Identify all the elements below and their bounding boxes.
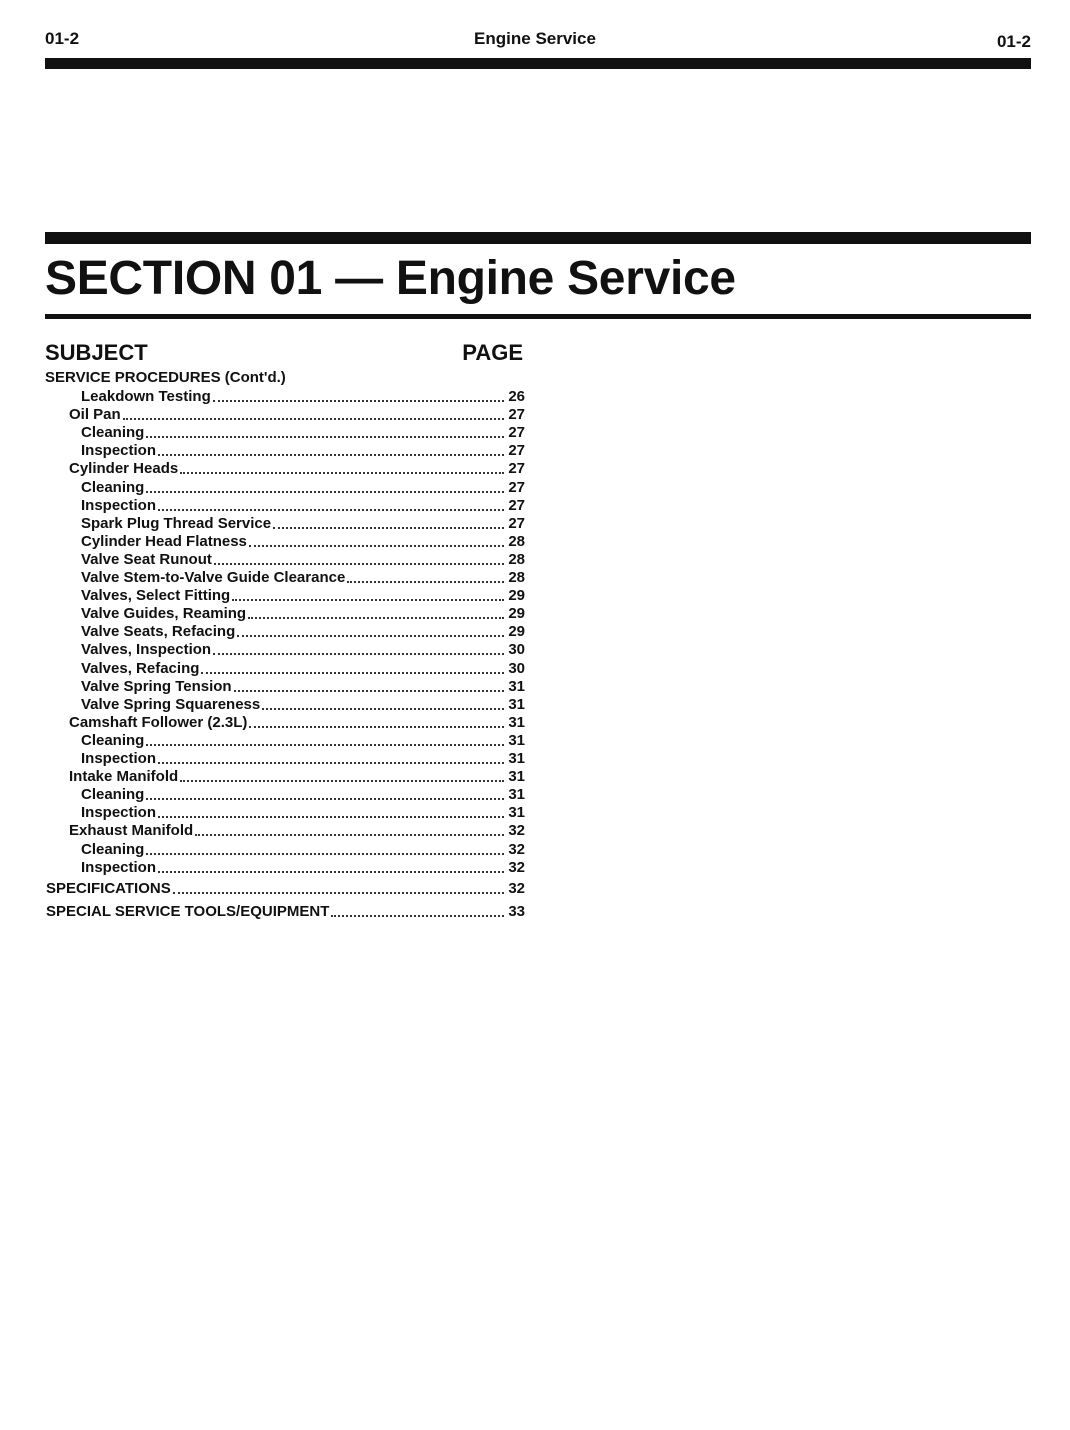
toc-entry-page: 27 xyxy=(508,406,525,424)
toc-entry-label: Inspection xyxy=(81,858,157,876)
toc-entry-label: Spark Plug Thread Service xyxy=(81,514,272,532)
toc-entry-page: 30 xyxy=(508,659,525,677)
toc-entry xyxy=(81,551,525,569)
toc-group-title: SERVICE PROCEDURES (Cont'd.) xyxy=(45,369,286,386)
toc-entry-leader-dots xyxy=(146,853,504,855)
header-title: Engine Service xyxy=(474,29,596,48)
toc-entry xyxy=(81,515,525,533)
toc-entry-label: Camshaft Follower (2.3L) xyxy=(69,713,248,731)
toc-entry-page: 27 xyxy=(508,514,525,532)
toc-entry-leader-dots xyxy=(214,563,504,565)
toc-entry-page: 31 xyxy=(508,768,525,786)
header-page-number-left: 01-2 xyxy=(45,29,80,48)
toc-column-headers xyxy=(45,340,525,366)
toc-entry xyxy=(81,479,525,497)
toc-entry-leader-dots xyxy=(195,834,504,836)
toc-entry-label: SPECIAL SERVICE TOOLS/EQUIPMENT xyxy=(46,902,330,920)
toc-entry-leader-dots xyxy=(201,672,504,674)
toc-entry-label: Valve Seats, Refacing xyxy=(81,623,236,641)
toc-entry xyxy=(69,768,525,786)
toc-entry-label: Valves, Inspection xyxy=(81,641,212,659)
toc-entry-label: Valves, Refacing xyxy=(81,659,200,677)
toc-entry-page: 29 xyxy=(508,587,525,605)
toc-entry-leader-dots xyxy=(158,762,504,764)
toc-entry-label: Oil Pan xyxy=(69,406,121,424)
toc-entry-page: 26 xyxy=(508,388,525,405)
toc-entry xyxy=(81,533,525,551)
header-page-number-right: 01-2 xyxy=(996,32,1031,51)
toc-entry-page: 27 xyxy=(508,460,525,478)
toc-entry-label: Cleaning xyxy=(81,478,145,496)
toc-entry-page: 32 xyxy=(508,858,525,876)
toc-entry-leader-dots xyxy=(146,744,504,746)
toc-entry-label: Valve Spring Tension xyxy=(81,677,232,695)
toc-entry xyxy=(81,605,525,623)
toc-entry xyxy=(81,442,525,460)
toc-entry xyxy=(81,841,525,859)
table-of-contents xyxy=(45,340,525,920)
toc-entry-label: Cleaning xyxy=(81,840,145,858)
toc-entry-label: Cleaning xyxy=(81,786,145,804)
toc-entry xyxy=(81,660,525,678)
toc-entry xyxy=(81,587,525,605)
toc-entry-leader-dots xyxy=(146,491,504,493)
toc-entry xyxy=(69,406,525,424)
toc-entry xyxy=(81,497,525,515)
toc-entry-leader-dots xyxy=(249,726,504,728)
toc-entry-page: 30 xyxy=(508,641,525,659)
toc-entry-label: Inspection xyxy=(81,496,157,514)
toc-entry-leader-dots xyxy=(158,509,504,511)
toc-entry xyxy=(81,678,525,696)
toc-entry-leader-dots xyxy=(262,708,504,710)
toc-entry-page: 29 xyxy=(508,605,525,623)
toc-entry-label: Intake Manifold xyxy=(69,768,179,786)
section-title: SECTION 01 — Engine Service xyxy=(45,252,736,305)
toc-entry-leader-dots xyxy=(248,617,504,619)
toc-entry-page: 27 xyxy=(508,478,525,496)
toc-entry-page: 32 xyxy=(508,822,525,840)
toc-entry-page: 27 xyxy=(508,442,525,460)
toc-entry-page: 28 xyxy=(508,569,525,586)
toc-entry-label: Valves, Select Fitting xyxy=(81,587,231,605)
page-column-header: PAGE xyxy=(462,340,523,365)
toc-entry-label: Inspection xyxy=(81,750,157,767)
toc-entry xyxy=(69,460,525,478)
toc-entry-leader-dots xyxy=(180,472,504,474)
toc-entry xyxy=(81,804,525,822)
toc-entry-label: Cleaning xyxy=(81,424,145,442)
toc-entry-leader-dots xyxy=(213,653,504,655)
toc-entry-page: 29 xyxy=(508,623,525,641)
toc-entry-label: Exhaust Manifold xyxy=(69,822,194,840)
toc-entry xyxy=(46,880,525,898)
section-top-rule xyxy=(45,232,1031,244)
toc-entry-leader-dots xyxy=(237,635,504,637)
toc-entry-leader-dots xyxy=(232,599,504,601)
toc-entry-label: Cylinder Head Flatness xyxy=(81,532,247,550)
toc-entry-leader-dots xyxy=(123,418,504,420)
toc-entry-page: 28 xyxy=(508,532,525,550)
toc-entry-leader-dots xyxy=(249,545,504,547)
toc-entry-leader-dots xyxy=(213,400,504,402)
toc-entry-page: 27 xyxy=(508,496,525,514)
toc-entry-label: Valve Spring Squareness xyxy=(81,695,261,713)
toc-entry-page: 31 xyxy=(508,804,525,822)
toc-entry-page: 32 xyxy=(508,879,525,897)
header-rule xyxy=(45,58,1031,69)
toc-entry-leader-dots xyxy=(180,780,504,782)
toc-entry-page: 33 xyxy=(508,902,525,920)
toc-entry-leader-dots xyxy=(347,581,504,583)
toc-entry-page: 32 xyxy=(508,840,525,858)
toc-entry xyxy=(69,714,525,732)
toc-entry-leader-dots xyxy=(234,690,504,692)
toc-entry-page: 31 xyxy=(508,786,525,804)
toc-entry-page: 31 xyxy=(508,750,525,767)
toc-entry-label: Cylinder Heads xyxy=(69,460,179,478)
toc-entry xyxy=(81,641,525,659)
toc-entry-leader-dots xyxy=(173,892,504,894)
toc-entry-page: 31 xyxy=(508,695,525,713)
toc-entry-label: Cleaning xyxy=(81,731,145,749)
toc-entry xyxy=(69,822,525,840)
toc-entry xyxy=(81,786,525,804)
toc-entry xyxy=(81,623,525,641)
toc-entry-page: 28 xyxy=(508,550,525,568)
toc-entry-leader-dots xyxy=(146,436,504,438)
toc-entry xyxy=(81,696,525,714)
toc-entry-label: Valve Guides, Reaming xyxy=(81,605,247,623)
toc-entry xyxy=(81,388,525,406)
toc-entry-leader-dots xyxy=(273,527,504,529)
toc-entry xyxy=(81,750,525,768)
toc-entry-leader-dots xyxy=(146,798,504,800)
toc-entry-label: Inspection xyxy=(81,442,157,460)
toc-entry-leader-dots xyxy=(331,915,504,917)
subject-column-header: SUBJECT xyxy=(45,340,148,365)
toc-entry xyxy=(46,903,525,921)
toc-entry-label: Valve Stem-to-Valve Guide Clearance xyxy=(81,569,346,586)
toc-entry xyxy=(81,569,525,587)
toc-entry-label: Inspection xyxy=(81,804,157,822)
toc-entry-page: 27 xyxy=(508,424,525,442)
toc-entry-label: SPECIFICATIONS xyxy=(46,879,171,897)
toc-entry-page: 31 xyxy=(508,731,525,749)
toc-entry-page: 31 xyxy=(508,677,525,695)
toc-entry-leader-dots xyxy=(158,816,504,818)
toc-entry xyxy=(81,424,525,442)
section-bottom-rule xyxy=(45,314,1031,319)
toc-entry-page: 31 xyxy=(508,713,525,731)
toc-entry xyxy=(81,732,525,750)
toc-entry-leader-dots xyxy=(158,454,504,456)
toc-entry-label: Valve Seat Runout xyxy=(81,550,212,568)
toc-entry-label: Leakdown Testing xyxy=(81,388,211,405)
toc-entry xyxy=(81,859,525,877)
toc-entry-leader-dots xyxy=(158,871,504,873)
